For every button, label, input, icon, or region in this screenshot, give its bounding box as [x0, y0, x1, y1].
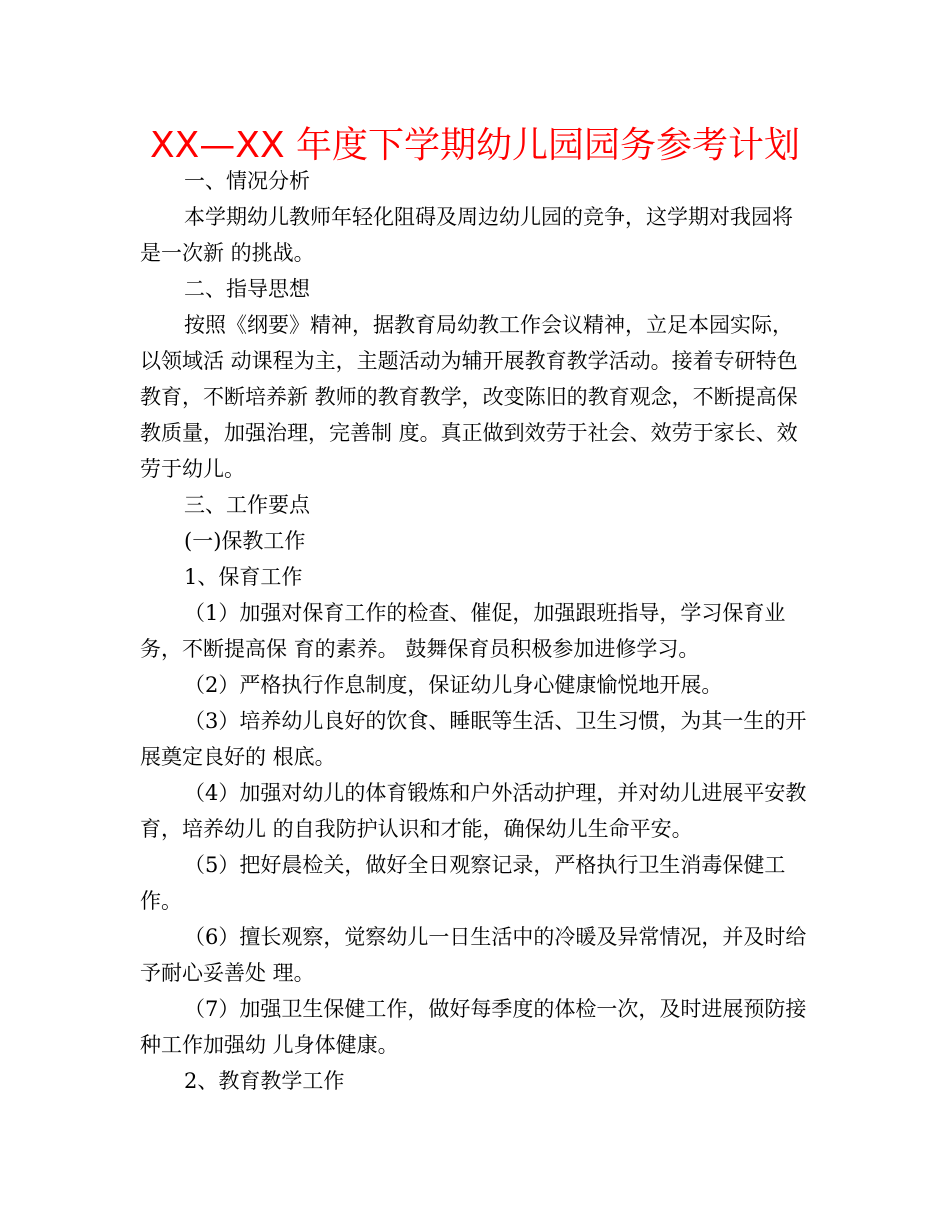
subheading-care-education: (一)保教工作: [184, 529, 306, 553]
list-item-2: （2）严格执行作息制度，保证幼儿身心健康愉悦地开展。: [184, 673, 723, 697]
subheading-nursing-work: 1、保育工作: [184, 565, 303, 589]
paragraph-situation: 本学期幼儿教师年轻化阻碍及周边幼儿园的竞争，这学期对我园将是一次新 的挑战。: [140, 205, 793, 265]
heading-situation-analysis: 一、情况分析: [184, 169, 310, 193]
list-item-7: （7）加强卫生保健工作，做好每季度的体检一次，及时进展预防接种工作加强幼 儿身体健康。: [140, 997, 807, 1057]
list-item-3: （3）培养幼儿良好的饮食、睡眠等生活、卫生习惯，为其一生的开展奠定良好的 根底。: [140, 709, 807, 769]
paragraph-guiding-thought: 按照《纲要》精神，据教育局幼教工作会议精神，立足本园实际，以领域活 动课程为主，主题活动为辅开展教育教学活动。接着专研特色教育，不断培养新 教师的教育教学，改变陈旧的教育观念，不断提高保教质量，加强治理，完善制 度。真正做到效劳于社会、效劳于家长、效劳于幼儿。: [140, 313, 798, 481]
list-item-5: （5）把好晨检关，做好全日观察记录，严格执行卫生消毒保健工作。: [140, 853, 786, 913]
subheading-teaching-work: 2、教育教学工作: [184, 1069, 345, 1093]
list-item-1: （1）加强对保育工作的检查、催促，加强跟班指导，学习保育业务，不断提高保 育的素养。 鼓舞保育员积极参加进修学习。: [140, 601, 786, 661]
list-item-6: （6）擅长观察，觉察幼儿一日生活中的冷暖及异常情况，并及时给予耐心妥善处 理。: [140, 925, 807, 985]
heading-guiding-thought: 二、指导思想: [184, 277, 310, 301]
heading-work-points: 三、工作要点: [184, 493, 310, 517]
document-title: XX—XX 年度下学期幼儿园园务参考计划: [149, 125, 801, 166]
document-body: [140, 163, 810, 1099]
list-item-4: （4）加强对幼儿的体育锻炼和户外活动护理，并对幼儿进展平安教育，培养幼儿 的自我防护认识和才能，确保幼儿生命平安。: [140, 781, 807, 841]
